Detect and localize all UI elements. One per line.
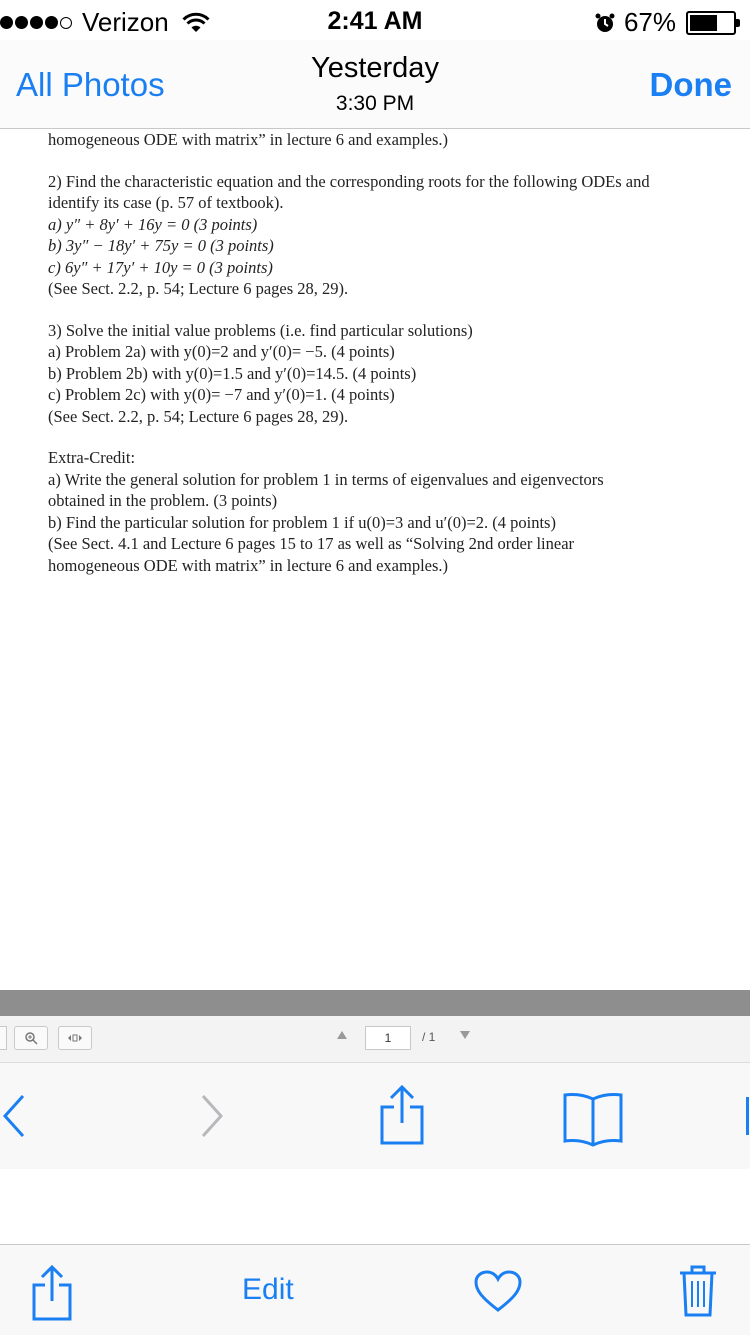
alarm-icon: [594, 12, 616, 34]
zoom-button[interactable]: [14, 1026, 48, 1050]
forward-chevron-icon[interactable]: [200, 1093, 224, 1139]
reader-header-strip: [0, 990, 750, 1016]
nav-title: Yesterday: [311, 52, 439, 84]
extra-credit-heading: Extra-Credit:: [48, 448, 136, 467]
bookmarks-icon[interactable]: [562, 1091, 624, 1147]
trash-icon[interactable]: [678, 1263, 718, 1319]
extra-credit-b: b) Find the particular solution for problem 1 if u(0)=3 and u′(0)=2. (4 points): [48, 512, 556, 532]
question-3c: c) Problem 2c) with y(0)= −7 and y′(0)=1. (4 points): [48, 385, 395, 404]
nav-subtitle: 3:30 PM: [335, 92, 415, 115]
battery-percent: 67%: [623, 7, 676, 37]
status-right: [594, 7, 736, 38]
pdf-reader-toolbar: [0, 1016, 750, 1063]
next-page-icon[interactable]: [460, 1031, 470, 1039]
fit-width-button[interactable]: [58, 1026, 92, 1050]
status-time: 2:41 AM: [327, 7, 423, 35]
page-number-input[interactable]: 1: [365, 1026, 411, 1050]
edit-button[interactable]: Edit: [242, 1273, 294, 1306]
previous-page-icon[interactable]: [337, 1031, 347, 1039]
cut-off-line-fragment: [48, 121, 688, 129]
fit-width-icon: [67, 1033, 83, 1043]
done-button[interactable]: Done: [649, 66, 732, 103]
extra-credit-b-ref: (See Sect. 4.1 and Lecture 6 pages 15 to 17 as well as “Solving 2nd order linear: [48, 534, 575, 553]
navigation-bar: [0, 40, 750, 129]
share-icon[interactable]: [30, 1263, 74, 1323]
question-3a: a) Problem 2a) with y(0)=2 and y′(0)= −5. (4 points): [48, 342, 395, 361]
status-bar: [0, 0, 750, 40]
document-page: [48, 129, 738, 576]
battery-icon: [686, 11, 736, 35]
browser-toolbar: [0, 1063, 750, 1169]
carrier-label: Verizon: [82, 7, 169, 37]
page-total: / 1: [422, 1030, 436, 1044]
share-icon[interactable]: [378, 1083, 426, 1147]
tabs-icon[interactable]: [746, 1097, 749, 1135]
photos-bottom-toolbar: [0, 1244, 750, 1335]
question-3-intro: 3) Solve the initial value problems (i.e. find particular solutions): [48, 320, 473, 340]
question-2-intro-cont: identify its case (p. 57 of textbook).: [48, 193, 284, 212]
question-2-intro: 2) Find the characteristic equation and the corresponding roots for the following ODEs and: [48, 171, 650, 191]
question-3-reference: (See Sect. 2.2, p. 54; Lecture 6 pages 28, 29).: [48, 406, 349, 426]
extra-credit-b-ref-cont: homogeneous ODE with matrix” in lecture 6 and examples.): [48, 555, 449, 575]
question-2-reference: (See Sect. 2.2, p. 54; Lecture 6 pages 28, 29).: [48, 279, 349, 298]
question-2a: a) y″ + 8y′ + 16y = 0 (3 points): [48, 214, 258, 234]
question-3b: b) Problem 2b) with y(0)=1.5 and y′(0)=14.5. (4 points): [48, 363, 417, 383]
heart-icon[interactable]: [473, 1269, 523, 1313]
extra-credit-a: a) Write the general solution for problem 1 in terms of eigenvalues and eigenvectors: [48, 469, 604, 489]
back-chevron-icon[interactable]: [2, 1093, 26, 1139]
toolbar-edge: [0, 1026, 7, 1050]
doc-line: homogeneous ODE with matrix” in lecture 6 and examples.): [48, 130, 449, 149]
magnifier-icon: [24, 1031, 38, 1045]
question-2c: c) 6y″ + 17y′ + 10y = 0 (3 points): [48, 257, 273, 277]
all-photos-button[interactable]: All Photos: [16, 66, 165, 103]
question-2b: b) 3y″ − 18y′ + 75y = 0 (3 points): [48, 236, 274, 255]
extra-credit-a-cont: obtained in the problem. (3 points): [48, 491, 278, 510]
